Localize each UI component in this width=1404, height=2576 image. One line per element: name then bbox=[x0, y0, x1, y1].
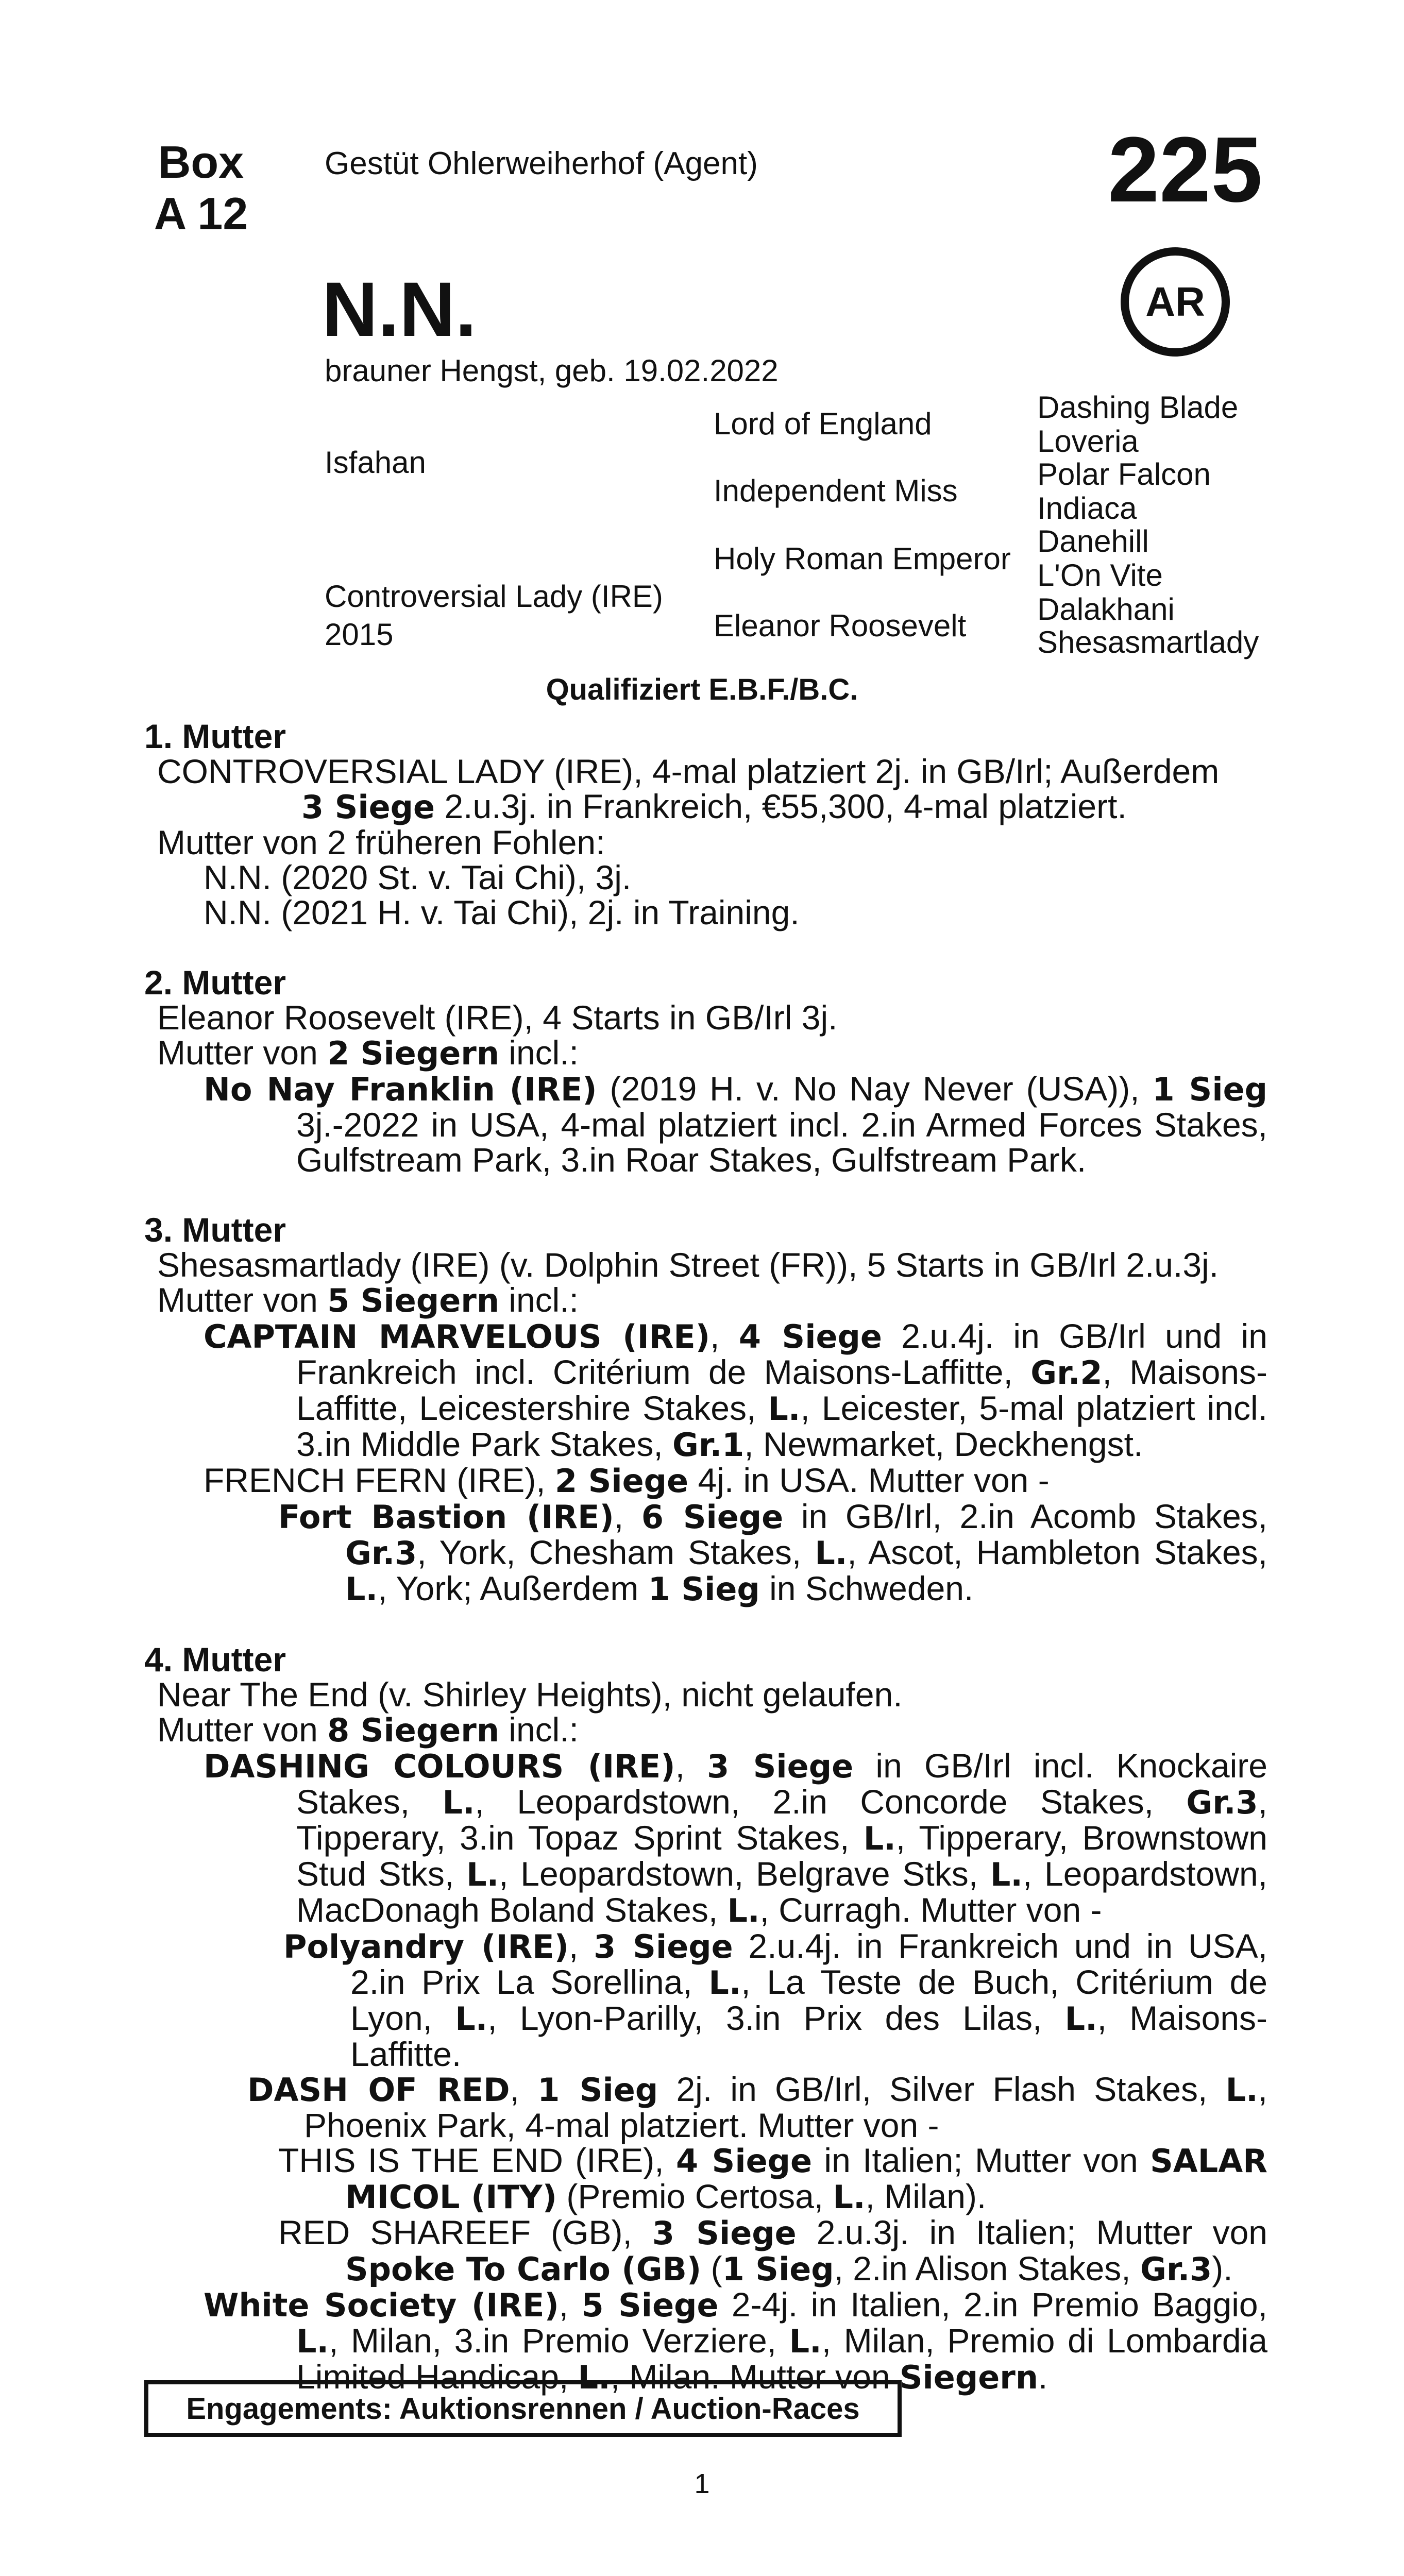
wins: 3 Siege bbox=[594, 1928, 733, 1965]
pedigree-dam-dam: Eleanor Roosevelt bbox=[714, 608, 967, 643]
text: , Milan). bbox=[865, 2177, 987, 2215]
race-grade: Gr.1 bbox=[672, 1426, 745, 1464]
text: , bbox=[559, 2285, 582, 2324]
agent-name: Gestüt Ohlerweiherhof (Agent) bbox=[325, 146, 758, 181]
text: (Premio Certosa, bbox=[557, 2177, 833, 2215]
pedigree-dam-sire: Holy Roman Emperor bbox=[714, 541, 1011, 576]
text: , Maisons-Laffitte, Leicestershire Stakes, bbox=[296, 1353, 1267, 1427]
produce-entry bbox=[144, 2143, 1267, 2215]
text: in GB/Irl incl. Knockaire Stakes, bbox=[296, 1747, 1267, 1821]
race-grade: L. bbox=[442, 1784, 475, 1821]
pedigree-dam: Controversial Lady (IRE) bbox=[325, 579, 663, 614]
horse-name: Polyandry (IRE) bbox=[283, 1928, 569, 1965]
horse-name: Fort Bastion (IRE) bbox=[278, 1498, 614, 1536]
race-grade: L. bbox=[815, 1534, 848, 1572]
produce-item: N.N. (2021 H. v. Tai Chi), 2j. in Training. bbox=[204, 893, 800, 931]
text: , Leopardstown, MacDonagh Boland Stakes, bbox=[296, 1855, 1268, 1929]
text: (2019 H. v. No Nay Never (USA)), bbox=[597, 1070, 1153, 1108]
horse-name: N.N. bbox=[322, 266, 477, 352]
text: , bbox=[675, 1747, 707, 1785]
text: incl.: bbox=[499, 1281, 579, 1319]
wins: 1 Sieg bbox=[537, 2071, 658, 2109]
box-label bbox=[149, 137, 252, 240]
horse-name: DASH OF RED bbox=[247, 2071, 510, 2109]
text: , Ascot, Hambleton Stakes, bbox=[847, 1533, 1267, 1571]
race-grade: L. bbox=[578, 2359, 611, 2396]
race-grade: L. bbox=[1225, 2071, 1258, 2109]
race-grade: Gr.3 bbox=[345, 1534, 417, 1572]
text: , Milan. Mutter von bbox=[610, 2358, 900, 2396]
page-number: 1 bbox=[694, 2468, 710, 2499]
horse-description: brauner Hengst, geb. 19.02.2022 bbox=[325, 353, 779, 388]
box-word: Box bbox=[158, 137, 244, 188]
text: THIS IS THE END (IRE), bbox=[278, 2141, 676, 2179]
race-grade: Gr.3 bbox=[1140, 2250, 1212, 2288]
section-title: 4. Mutter bbox=[144, 1640, 286, 1679]
dam-summary: Shesasmartlady (IRE) (v. Dolphin Street (FR)), 5 Starts in GB/Irl 2.u.3j. bbox=[157, 1246, 1219, 1284]
pedigree-g3-8: Shesasmartlady bbox=[1037, 625, 1259, 659]
text: , Tipperary, 3.in Topaz Sprint Stakes, bbox=[296, 1783, 1267, 1857]
section-title: 3. Mutter bbox=[144, 1211, 286, 1249]
section-title: 2. Mutter bbox=[144, 963, 286, 1002]
text: 2j. in GB/Irl, Silver Flash Stakes, bbox=[658, 2070, 1226, 2108]
race-grade: L. bbox=[466, 1856, 499, 1893]
pedigree-dam-year: 2015 bbox=[325, 617, 394, 652]
pedigree-sire-sire: Lord of England bbox=[714, 406, 932, 441]
text: Mutter von bbox=[157, 1033, 328, 1072]
text: RED SHAREEF (GB), bbox=[278, 2213, 652, 2251]
text: , Tipperary, Brownstown Stud Stks, bbox=[296, 1819, 1268, 1893]
produce-entry bbox=[144, 1071, 1267, 1177]
text: 2.u.4j. in GB/Irl und in Frankreich incl. Critérium de Maisons-Laffitte, bbox=[296, 1317, 1267, 1391]
winners-heading bbox=[144, 1035, 1267, 1071]
wins: 4 Siege bbox=[675, 2142, 813, 2180]
ar-badge bbox=[1121, 247, 1230, 357]
produce-entry bbox=[144, 2287, 1267, 2395]
wins: 1 Sieg bbox=[648, 1570, 760, 1608]
wins: 2 Siege bbox=[554, 1462, 689, 1500]
text: Mutter von bbox=[157, 1281, 328, 1319]
race-grade: Gr.3 bbox=[1186, 1784, 1258, 1821]
lot-number: 225 bbox=[1108, 118, 1263, 222]
text: 2-4j. in Italien, 2.in Premio Baggio, bbox=[718, 2285, 1267, 2324]
text: , La Teste de Buch, Critérium de Lyon, bbox=[350, 1963, 1267, 2037]
wins: 4 Siege bbox=[738, 1318, 882, 1355]
ar-badge-text: AR bbox=[1145, 279, 1205, 325]
pedigree-g3-1: Dashing Blade bbox=[1037, 390, 1239, 425]
text: Mutter von bbox=[157, 1710, 328, 1749]
section-dam-1 bbox=[144, 719, 1267, 930]
text: , Leicester, 5-mal platziert incl. 3.in Middle Park Stakes, bbox=[296, 1389, 1268, 1463]
horse-name: DASHING COLOURS (IRE) bbox=[204, 1748, 675, 1785]
section-title: 1. Mutter bbox=[144, 717, 286, 755]
winners-heading bbox=[144, 1282, 1267, 1318]
text: 2.u.3j. in Frankreich, €55,300, 4-mal platziert. bbox=[435, 787, 1127, 825]
text: , Lyon-Parilly, 3.in Prix des Lilas, bbox=[487, 1999, 1065, 2037]
wins: 3 Siege bbox=[301, 788, 435, 826]
race-grade: L. bbox=[833, 2178, 866, 2216]
horse-name: CAPTAIN MARVELOUS (IRE) bbox=[204, 1318, 711, 1355]
text: , 2.in Alison Stakes, bbox=[834, 2249, 1140, 2287]
wins: 1 Sieg bbox=[1152, 1071, 1268, 1108]
text: 3j.-2022 in USA, 4-mal platziert incl. 2.in Armed Forces Stakes, Gulfstream Park, 3.in Roar Stakes, Gulfstream Park. bbox=[296, 1106, 1267, 1179]
text: in GB/Irl, 2.in Acomb Stakes, bbox=[783, 1497, 1267, 1535]
text: , Milan, Premio di Lombardia Limited Handicap, bbox=[296, 2321, 1267, 2396]
pedigree-g3-7: Dalakhani bbox=[1037, 592, 1175, 626]
section-dam-4 bbox=[144, 1642, 1267, 2395]
text: , bbox=[710, 1317, 739, 1355]
race-grade: L. bbox=[345, 1570, 378, 1608]
winners-count: 2 Siegern bbox=[327, 1035, 499, 1072]
winners-count: 8 Siegern bbox=[327, 1711, 499, 1749]
wins: 1 Sieg bbox=[722, 2250, 834, 2288]
text: , bbox=[614, 1497, 641, 1535]
section-dam-3 bbox=[144, 1212, 1267, 1607]
text: 2.u.4j. in Frankreich und in USA, 2.in Prix La Sorellina, bbox=[350, 1927, 1267, 2001]
produce-entry bbox=[144, 2215, 1267, 2287]
text: ). bbox=[1212, 2249, 1233, 2287]
wins: 3 Siege bbox=[707, 1748, 854, 1785]
family-content bbox=[144, 719, 1267, 2430]
produce-heading: Mutter von 2 früheren Fohlen: bbox=[157, 823, 605, 861]
text: FRENCH FERN (IRE), bbox=[204, 1461, 555, 1499]
wins: 3 Siege bbox=[652, 2214, 797, 2252]
race-grade: L. bbox=[768, 1390, 801, 1428]
race-grade: L. bbox=[296, 2323, 329, 2360]
pedigree-g3-2: Loveria bbox=[1037, 424, 1139, 459]
race-grade: L. bbox=[863, 1820, 896, 1857]
text: ( bbox=[701, 2249, 722, 2287]
race-grade: L. bbox=[727, 1892, 760, 1929]
text: CONTROVERSIAL LADY (IRE), 4-mal platziert 2j. in GB/Irl; Außerdem bbox=[157, 752, 1220, 790]
produce-entry bbox=[144, 1928, 1267, 2072]
pedigree-sire-dam: Independent Miss bbox=[714, 473, 958, 508]
text: 4j. in USA. Mutter von - bbox=[688, 1461, 1050, 1499]
text: , bbox=[568, 1927, 594, 1965]
horse-name: White Society (IRE) bbox=[204, 2286, 559, 2324]
winners-heading bbox=[144, 1712, 1267, 1748]
produce-item: N.N. (2020 St. v. Tai Chi), 3j. bbox=[204, 858, 632, 896]
produce-entry bbox=[144, 1463, 1267, 1499]
horse-name: Spoke To Carlo (GB) bbox=[345, 2250, 702, 2288]
text: , Milan, 3.in Premio Verziere, bbox=[329, 2321, 789, 2360]
text: , bbox=[510, 2070, 538, 2108]
text: in Schweden. bbox=[759, 1569, 974, 1607]
section-dam-2 bbox=[144, 965, 1267, 1177]
engagements-box bbox=[144, 2380, 902, 2437]
text: , Leopardstown, Belgrave Stks, bbox=[499, 1855, 990, 1893]
engagements-text: Engagements: Auktionsrennen / Auction-Races bbox=[186, 2392, 860, 2426]
text: incl.: bbox=[499, 1033, 579, 1072]
horse-name: SALAR MICOL (ITY) bbox=[345, 2142, 1267, 2216]
text: incl.: bbox=[499, 1710, 579, 1749]
text: , Maisons-Laffitte. bbox=[350, 1999, 1268, 2073]
winners-count: 5 Siegern bbox=[327, 1282, 499, 1319]
produce-entry bbox=[144, 2072, 1267, 2143]
text: , York, Chesham Stakes, bbox=[417, 1533, 815, 1571]
text: 2.u.3j. in Italien; Mutter von bbox=[796, 2213, 1267, 2251]
pedigree-sire: Isfahan bbox=[325, 445, 426, 480]
dam-summary: Near The End (v. Shirley Heights), nicht gelaufen. bbox=[157, 1675, 903, 1714]
pedigree-g3-3: Polar Falcon bbox=[1037, 457, 1211, 492]
race-grade: L. bbox=[455, 2000, 488, 2038]
race-grade: L. bbox=[708, 1964, 741, 2002]
pedigree-g3-5: Danehill bbox=[1037, 524, 1149, 558]
race-grade: L. bbox=[990, 1856, 1023, 1893]
race-grade: Gr.2 bbox=[1030, 1354, 1103, 1392]
text: , Phoenix Park, 4-mal platziert. Mutter von - bbox=[304, 2070, 1267, 2144]
pedigree-g3-4: Indiaca bbox=[1037, 491, 1137, 526]
text: . bbox=[1038, 2358, 1048, 2396]
produce-entry bbox=[144, 1318, 1267, 1463]
wins: 6 Siege bbox=[641, 1498, 784, 1536]
dam-summary bbox=[144, 754, 1267, 825]
pedigree-g3-6: L'On Vite bbox=[1037, 558, 1163, 592]
horse-name: No Nay Franklin (IRE) bbox=[204, 1071, 597, 1108]
text: , Curragh. Mutter von - bbox=[759, 1891, 1102, 1929]
produce-entry bbox=[144, 1748, 1267, 1928]
qualification: Qualifiziert E.B.F./B.C. bbox=[546, 673, 858, 706]
wins: Siegern bbox=[899, 2359, 1039, 2396]
text: , York; Außerdem bbox=[378, 1569, 648, 1607]
box-number: A 12 bbox=[154, 188, 248, 239]
produce-entry bbox=[144, 1499, 1267, 1607]
race-grade: L. bbox=[789, 2323, 822, 2360]
text: in Italien; Mutter von bbox=[812, 2141, 1151, 2179]
text: , Newmarket, Deckhengst. bbox=[744, 1425, 1143, 1463]
text: , Leopardstown, 2.in Concorde Stakes, bbox=[475, 1783, 1187, 1821]
race-grade: L. bbox=[1064, 2000, 1097, 2038]
dam-summary: Eleanor Roosevelt (IRE), 4 Starts in GB/Irl 3j. bbox=[157, 998, 838, 1037]
wins: 5 Siege bbox=[581, 2286, 719, 2324]
